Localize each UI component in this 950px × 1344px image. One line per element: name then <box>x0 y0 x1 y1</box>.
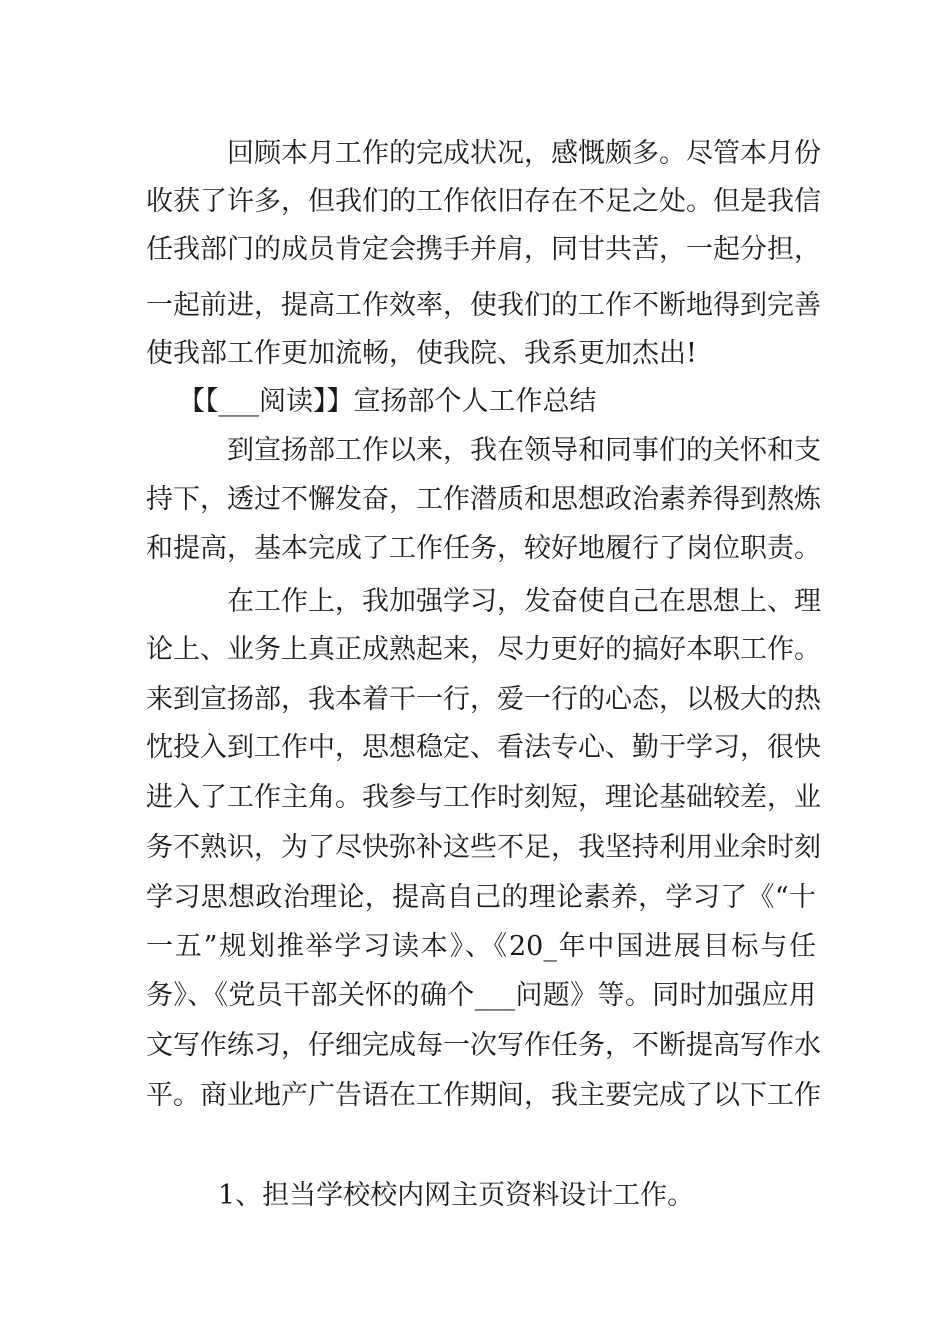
paragraph-line: 文写作练习，仔细完成每一次写作任务，不断提高写作水 <box>146 1030 821 1061</box>
paragraph-line: 进入了工作主角。我参与工作时刻短，理论基础较差，业 <box>146 782 821 813</box>
paragraph-line: 持下，透过不懈发奋，工作潜质和思想政治素养得到熬炼 <box>146 484 821 515</box>
paragraph-line: 论上、业务上真正成熟起来，尽力更好的搞好本职工作。 <box>146 634 821 665</box>
paragraph-line: 和提高，基本完成了工作任务，较好地履行了岗位职责。 <box>146 533 821 564</box>
paragraph-line: 使我部工作更加流畅，使我院、我系更加杰出! <box>146 338 697 369</box>
paragraph-line: 到宣扬部工作以来，我在领导和同事们的关怀和支 <box>146 435 821 466</box>
paragraph-line: 一起前进，提高工作效率，使我们的工作不断地得到完善 <box>146 290 821 321</box>
paragraph-line: 学习思想政治理论，提高自己的理论素养，学习了《“十 <box>146 882 816 913</box>
section-heading: 【【___阅读】】宣扬部个人工作总结 <box>178 386 597 417</box>
paragraph-line: 一五”规划推举学习读本》、《20_年中国进展目标与任 <box>146 931 816 962</box>
paragraph-line: 忱投入到工作中，思想稳定、看法专心、勤于学习，很快 <box>146 732 821 763</box>
paragraph-line: 任我部门的成员肯定会携手并肩，同甘共苦，一起分担， <box>146 234 821 265</box>
paragraph-line: 来到宣扬部，我本着干一行，爱一行的心态，以极大的热 <box>146 684 821 715</box>
list-item: 1、担当学校校内网主页资料设计工作。 <box>218 1180 695 1211</box>
paragraph-line: 务》、《党员干部关怀的确个___问题》等。同时加强应用 <box>146 980 816 1011</box>
paragraph-line: 在工作上，我加强学习，发奋使自己在思想上、理 <box>146 586 821 617</box>
paragraph-line: 回顾本月工作的完成状况，感慨颇多。尽管本月份 <box>146 138 821 169</box>
paragraph-line: 平。商业地产广告语在工作期间，我主要完成了以下工作 <box>146 1080 821 1111</box>
paragraph-line: 收获了许多，但我们的工作依旧存在不足之处。但是我信 <box>146 186 821 217</box>
paragraph-line: 务不熟识，为了尽快弥补这些不足，我坚持利用业余时刻 <box>146 832 821 863</box>
